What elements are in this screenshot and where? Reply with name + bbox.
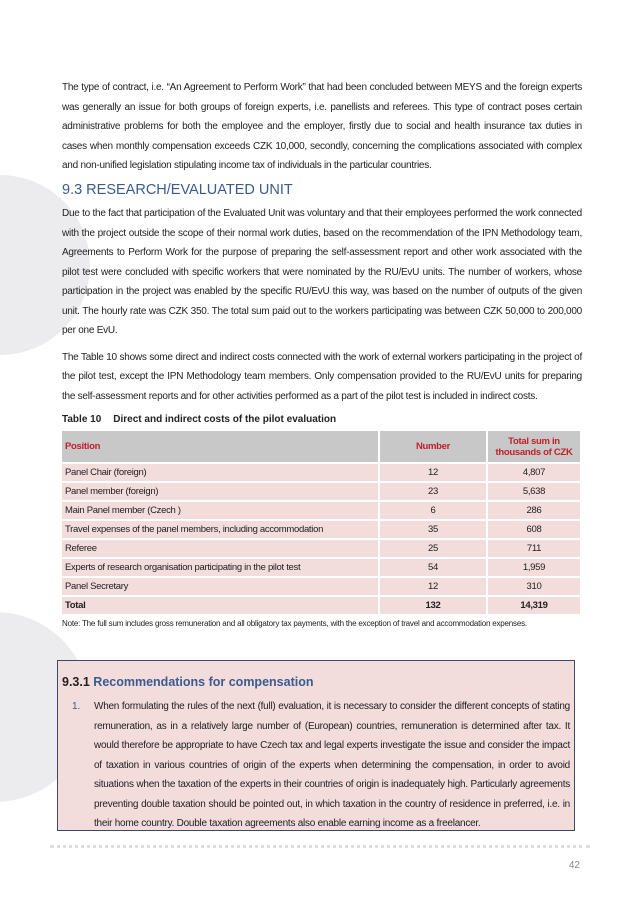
table-note: Note: The full sum includes gross remuneration and all obligatory tax payments, with the exception of travel and accommodation expenses.	[62, 619, 527, 628]
position-cell: Main Panel member (Czech )	[62, 501, 379, 520]
list-number: 1.	[72, 701, 81, 712]
table-row	[62, 482, 581, 501]
heading-title: Recommendations for compensation	[93, 675, 314, 689]
number-cell: 25	[379, 539, 487, 558]
intro-section	[62, 78, 582, 176]
page-number: 42	[568, 860, 580, 871]
number-cell: 12	[379, 463, 487, 482]
table-row	[62, 539, 581, 558]
column-header: Total sum in thousands of CZK	[487, 431, 581, 463]
sum-cell: 1,959	[487, 558, 581, 577]
position-cell: Experts of research organisation participating in the pilot test	[62, 558, 379, 577]
sum-cell: 14,319	[487, 596, 581, 615]
position-cell: Panel Secretary	[62, 577, 379, 596]
column-header: Position	[62, 431, 379, 463]
table-title: Direct and indirect costs of the pilot evaluation	[113, 414, 337, 425]
table-row	[62, 596, 581, 615]
sum-cell: 711	[487, 539, 581, 558]
paragraph: The Table 10 shows some direct and indirect costs connected with the work of external workers participating in the project of the pilot test, except the IPN Methodology team members. Only compensation provided to the RU/EvU units for preparing the self-assessment reports and for other activities performed as a part of the pilot test is included in indirect costs.	[62, 351, 582, 402]
table-row	[62, 501, 581, 520]
section-9-3	[62, 182, 582, 628]
table-row	[62, 577, 581, 596]
list-item	[62, 697, 570, 834]
sum-cell: 286	[487, 501, 581, 520]
position-cell: Panel member (foreign)	[62, 482, 379, 501]
sum-cell: 310	[487, 577, 581, 596]
table-caption	[62, 414, 582, 425]
sum-cell: 5,638	[487, 482, 581, 501]
list-text: When formulating the rules of the next (full) evaluation, it is necessary to consider the different concepts of stating remuneration, as in a relatively large number of (European) countries, remuneration is determined after tax. It would therefore be appropriate to have Czech tax and legal experts investigate the issue and consider the impact of taxation in various countries of origin of the experts when determining the compensation, in order to avoid situations when the taxation of the experts in their countries of origin is inadequately high. Particularly agreements preventing double taxation should be pointed out, in which taxation in the country of residence in preferred, i.e. in their home country. Double taxation agreements also enable earning income as a freelancer.	[94, 701, 570, 829]
position-cell: Referee	[62, 539, 379, 558]
table-number: Table 10	[62, 414, 102, 425]
costs-table	[62, 431, 582, 616]
number-cell: 54	[379, 558, 487, 577]
dotted-divider	[50, 845, 590, 848]
paragraph: Due to the fact that participation of the Evaluated Unit was voluntary and that their employees performed the work connected with the project outside the scope of their normal work duties, based on the recommendation of the IPN Methodology team, Agreements to Perform Work for the purpose of preparing the self-assessment report and other work associated with the pilot test were concluded with specific workers that were nominated by the RU/EvU units. The number of workers, whose participation in the project was enabled by the specific RU/EvU this way, was based on the number of outputs of the given unit. The hourly rate was CZK 350. The total sum paid out to the workers participating was between CZK 50,000 to 200,000 per one EvU.	[62, 208, 582, 336]
position-cell: Total	[62, 596, 379, 615]
table-row	[62, 463, 581, 482]
sum-cell: 608	[487, 520, 581, 539]
position-cell: Travel expenses of the panel members, including accommodation	[62, 520, 379, 539]
number-cell: 12	[379, 577, 487, 596]
heading-number: 9.3.1	[62, 675, 90, 689]
number-cell: 35	[379, 520, 487, 539]
table-row	[62, 520, 581, 539]
column-header: Number	[379, 431, 487, 463]
sum-cell: 4,807	[487, 463, 581, 482]
box-heading	[62, 675, 570, 689]
number-cell: 6	[379, 501, 487, 520]
section-heading: 9.3 RESEARCH/EVALUATED UNIT	[62, 182, 293, 198]
number-cell: 132	[379, 596, 487, 615]
table-row	[62, 558, 581, 577]
paragraph: The type of contract, i.e. “An Agreement to Perform Work” that had been concluded between MEYS and the foreign experts was generally an issue for both groups of foreign experts, i.e. panellists and referees. This type of contract poses certain administrative problems for both the employee and the employer, firstly due to social and health insurance tax duties in cases when monthly compensation exceeds CZK 10,000, secondly, concerning the complications associated with complex and non-unified legislation stipulating income tax of individuals in the particular countries.	[62, 82, 582, 171]
number-cell: 23	[379, 482, 487, 501]
recommendations-box	[57, 660, 575, 831]
position-cell: Panel Chair (foreign)	[62, 463, 379, 482]
